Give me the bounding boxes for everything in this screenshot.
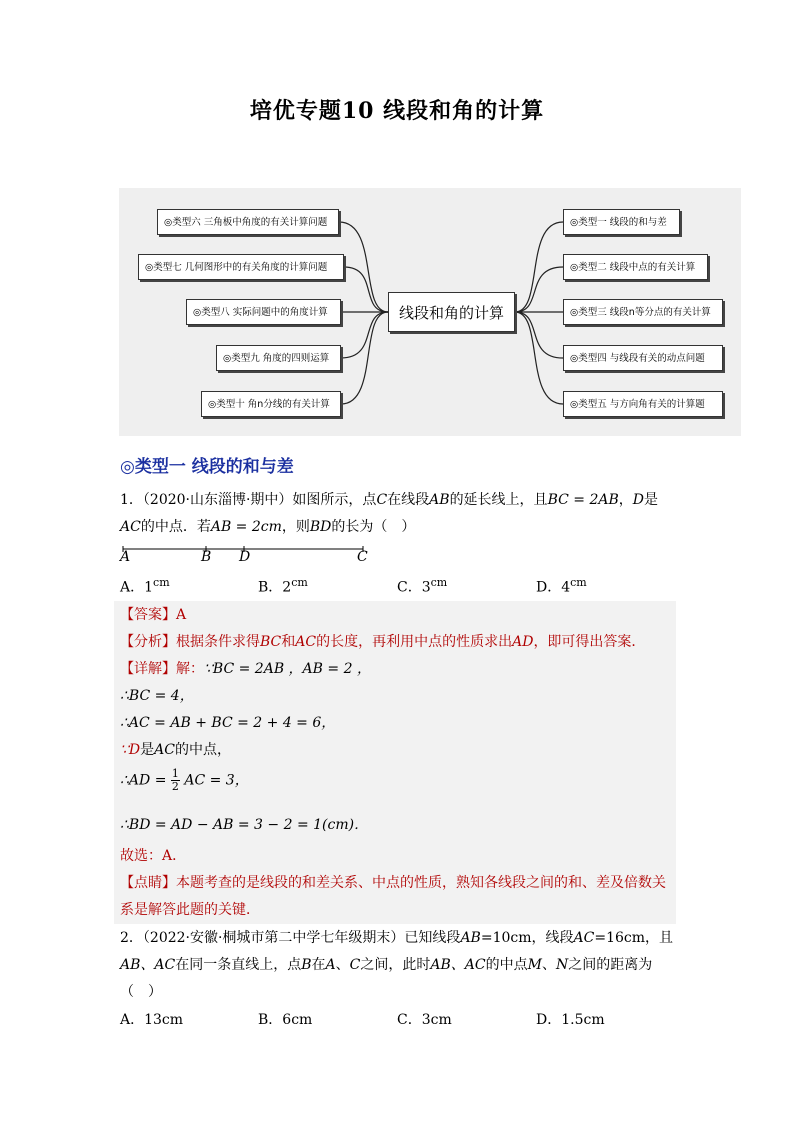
q1-option-c: C．$3^{cm}$	[397, 576, 448, 596]
mindmap-node-type6: ◎类型六 三角板中角度的有关计算问题	[157, 209, 339, 235]
q2-line3: （ ）	[120, 984, 162, 1000]
q1-line2: AC的中点．若AB = 2cm，则BD的长为（ ）	[120, 519, 416, 535]
mind-map	[119, 188, 741, 436]
point-label-a: A	[120, 549, 131, 565]
point-line-1: 【点睛】本题考查的是线段的和差关系、中点的性质，熟知各线段之间的和、差及倍数关	[120, 875, 666, 891]
point-label-b: B	[201, 549, 212, 565]
step-1: ∴BC = 4，	[120, 688, 194, 704]
q2-line1: 2．（2022·安徽·桐城市第二中学七年级期末）已知线段AB=10cm，线段AC=16cm，且	[120, 930, 674, 946]
q1-option-d: D．$4^{cm}$	[536, 576, 587, 596]
section-heading: ◎类型一 线段的和与差	[120, 457, 294, 477]
step-2: ∴AC = AB + BC = 2 + 4 = 6，	[120, 715, 336, 731]
mindmap-node-type1: ◎类型一 线段的和与差	[563, 209, 680, 235]
q1-option-a: A．$1^{cm}$	[120, 576, 170, 596]
q2-line2: AB、AC在同一条直线上，点B在A、C之间，此时AB、AC的中点M、N之间的距离为	[120, 957, 653, 973]
step-5: ∴BD = AD − AB = 3 − 2 = 1(cm)．	[120, 817, 369, 833]
step-3: ∵D是AC的中点，	[120, 742, 231, 758]
q2-option-c: C．3cm	[397, 1012, 452, 1028]
mindmap-node-type7: ◎类型七 几何图形中的有关角度的计算问题	[138, 254, 344, 280]
mindmap-node-type3: ◎类型三 线段n等分点的有关计算	[563, 299, 723, 325]
answer-line: 【答案】A	[120, 607, 187, 623]
choose-line: 故选：A．	[120, 848, 187, 864]
analysis-line: 【分析】根据条件求得BC和AC的长度，再利用中点的性质求出AD，即可得出答案．	[120, 634, 646, 650]
q2-option-d: D．1.5cm	[536, 1012, 605, 1028]
q2-option-b: B．6cm	[258, 1012, 313, 1028]
mindmap-node-type10: ◎类型十 角n分线的有关计算	[201, 391, 341, 417]
step-4: ∴AD = $\frac{1}{2}$ AC = 3，	[120, 767, 249, 793]
q2-option-a: A．13cm	[120, 1012, 184, 1028]
q1-line1: 1．（2020·山东淄博·期中）如图所示，点C在线段AB的延长线上，且BC = 2AB，D是	[120, 492, 658, 508]
mindmap-node-type5: ◎类型五 与方向角有关的计算题	[563, 391, 723, 417]
page-title: 培优专题10 线段和角的计算	[249, 98, 545, 124]
mindmap-node-type2: ◎类型二 线段中点的有关计算	[563, 254, 708, 280]
point-line-2: 系是解答此题的关键．	[120, 902, 260, 918]
detail-line: 【详解】解：∵BC = 2AB ，AB = 2 ，	[120, 661, 371, 677]
mindmap-node-type8: ◎类型八 实际问题中的角度计算	[186, 299, 341, 325]
mindmap-center: 线段和角的计算	[388, 292, 515, 332]
q1-option-b: B．$2^{cm}$	[258, 576, 308, 596]
segment-figure	[120, 546, 370, 568]
mindmap-node-type9: ◎类型九 角度的四则运算	[216, 345, 341, 371]
fraction-one-half: $\frac{1}{2}$	[171, 767, 179, 793]
point-label-c: C	[357, 549, 368, 565]
point-label-d: D	[239, 549, 251, 565]
mindmap-node-type4: ◎类型四 与线段有关的动点问题	[563, 345, 723, 371]
